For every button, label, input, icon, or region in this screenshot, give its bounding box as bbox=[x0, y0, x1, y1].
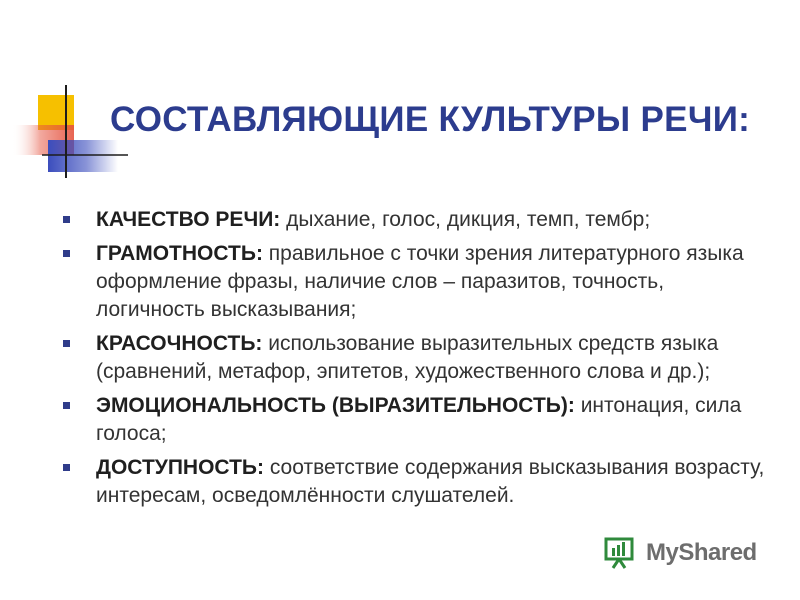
bullet-text: соответствие содержания высказывания возрасту, интересам, осведомлённости слушателей. bbox=[96, 456, 765, 507]
bullet-item-speech-quality bbox=[60, 206, 775, 234]
bullet-text: использование выразительных средств языка (сравнений, метафор, эпитетов, художественного слова и др.); bbox=[96, 332, 719, 383]
bullet-list bbox=[60, 206, 775, 510]
myshared-logo-icon bbox=[604, 536, 642, 570]
bullet-term: ЭМОЦИОНАЛЬНОСТЬ (ВЫРАЗИТЕЛЬНОСТЬ): bbox=[96, 394, 575, 417]
watermark-text: MyShared bbox=[646, 539, 757, 566]
slide-content bbox=[60, 206, 775, 516]
bullet-square-icon bbox=[63, 340, 70, 347]
bullet-item-colorfulness bbox=[60, 330, 775, 386]
bullet-term: ГРАМОТНОСТЬ: bbox=[96, 242, 263, 265]
bullet-square-icon bbox=[63, 402, 70, 409]
bullet-square-icon bbox=[63, 250, 70, 257]
bullet-text: дыхание, голос, дикция, темп, тембр; bbox=[280, 208, 651, 231]
bullet-square-icon bbox=[63, 464, 70, 471]
bullet-item-literacy bbox=[60, 240, 775, 324]
bullet-text: интонация, сила голоса; bbox=[96, 394, 742, 445]
bullet-item-accessibility bbox=[60, 454, 775, 510]
myshared-watermark bbox=[604, 536, 757, 570]
bullet-term: КРАСОЧНОСТЬ: bbox=[96, 332, 263, 355]
bullet-term: КАЧЕСТВО РЕЧИ: bbox=[96, 208, 281, 231]
bullet-term: ДОСТУПНОСТЬ: bbox=[96, 456, 264, 479]
bullet-square-icon bbox=[63, 216, 70, 223]
slide-title: СОСТАВЛЯЮЩИЕ КУЛЬТУРЫ РЕЧИ: bbox=[110, 100, 751, 139]
bullet-text: правильное с точки зрения литературного языка оформление фразы, наличие слов – паразитов, точность, логичность высказывания; bbox=[96, 242, 744, 321]
bullet-item-emotionality bbox=[60, 392, 775, 448]
